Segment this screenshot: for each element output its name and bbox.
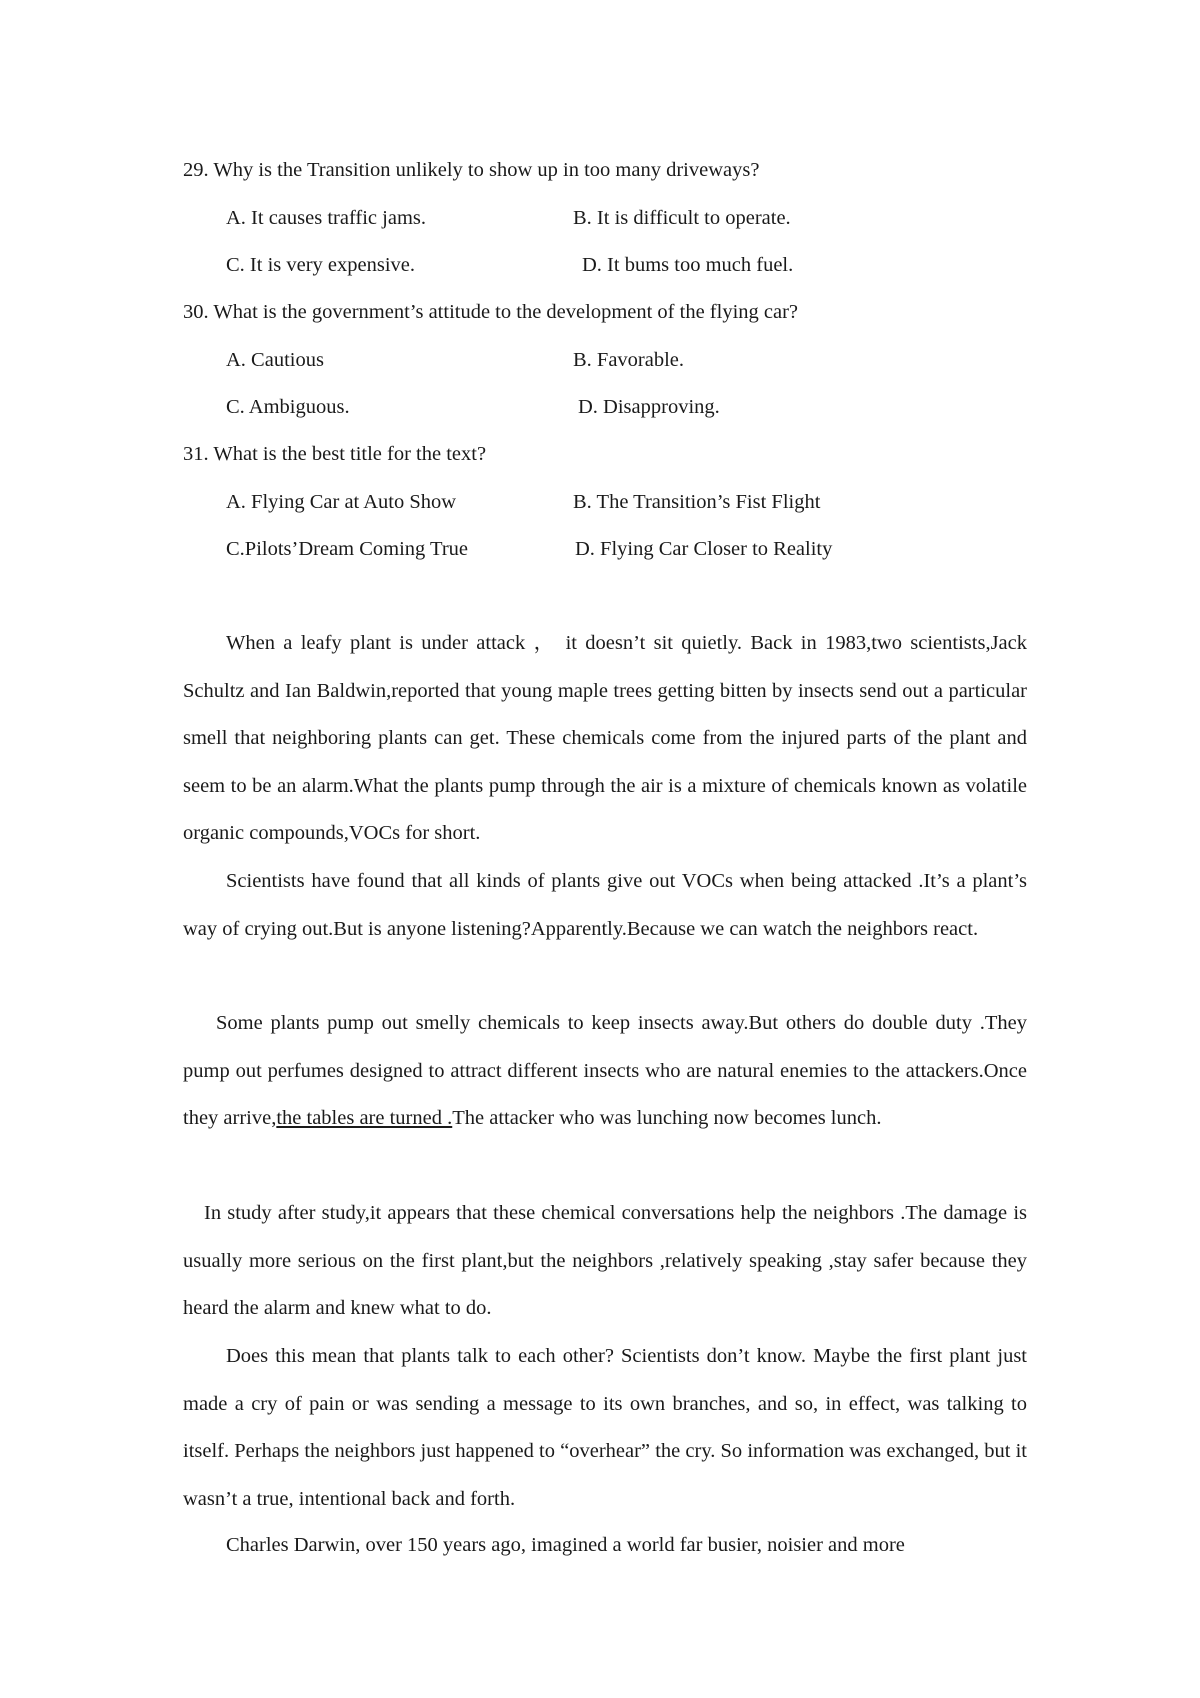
question-30-option-d: D. Disapproving. [578,396,720,418]
question-29-option-d: D. It bums too much fuel. [582,254,794,276]
underlined-phrase: the tables are turned . [276,1107,453,1129]
passage-paragraph-4: In study after study,it appears that these chemical conversations help the neighbors .The damage is usually more serious on the first plant,but the neighbors ,relatively speaking ,stay safer because they heard the alarm and knew what to do. [183,1202,1027,1319]
question-29-option-b: B. It is difficult to operate. [573,207,791,229]
question-31-option-d: D. Flying Car Closer to Reality [575,538,833,560]
question-30-option-b: B. Favorable. [573,349,685,371]
question-29-option-c: C. It is very expensive. [226,254,416,276]
paragraph-3-text-after: The attacker who was lunching now becomes lunch. [452,1107,882,1129]
passage-paragraph-3 [183,1000,1027,1143]
question-30-option-c: C. Ambiguous. [226,396,350,418]
question-31-option-a: A. Flying Car at Auto Show [226,491,457,513]
question-29-stem: 29. Why is the Transition unlikely to show up in too many driveways? [183,159,760,181]
passage-paragraph-1: When a leafy plant is under attack ， it doesn’t sit quietly. Back in 1983,two scientists,Jack Schultz and Ian Baldwin,reported that young maple trees getting bitten by insects send out a particular smell that neighboring plants can get. These chemicals come from the injured parts of the plant and seem to be an alarm.What the plants pump through the air is a mixture of chemicals known as volatile organic compounds,VOCs for short. [183,632,1027,844]
passage-paragraph-2: Scientists have found that all kinds of plants give out VOCs when being attacked .It’s a plant’s way of crying out.But is anyone listening?Apparently.Because we can watch the neighbors react. [183,870,1027,940]
question-30-option-a: A. Cautious [226,349,324,371]
passage-paragraph-6: Charles Darwin, over 150 years ago, imagined a world far busier, noisier and more [226,1534,905,1556]
question-31-option-b: B. The Transition’s Fist Flight [573,491,821,513]
question-30-stem: 30. What is the government’s attitude to the development of the flying car? [183,301,799,323]
question-31-stem: 31. What is the best title for the text? [183,443,487,465]
question-29-option-a: A. It causes traffic jams. [226,207,426,229]
question-31-option-c: C.Pilots’Dream Coming True [226,538,469,560]
paragraph-3-text-before: Some plants pump out smelly chemicals to keep insects away.But others do double duty .They pump out perfumes designed to attract different insects who are natural enemies to the attackers.Once they arrive, [183,1012,1027,1129]
passage-paragraph-5: Does this mean that plants talk to each other? Scientists don’t know. Maybe the first plant just made a cry of pain or was sending a message to its own branches, and so, in effect, was talking to itself. Perhaps the neighbors just happened to “overhear” the cry. So information was exchanged, but it wasn’t a true, intentional back and forth. [183,1345,1027,1510]
